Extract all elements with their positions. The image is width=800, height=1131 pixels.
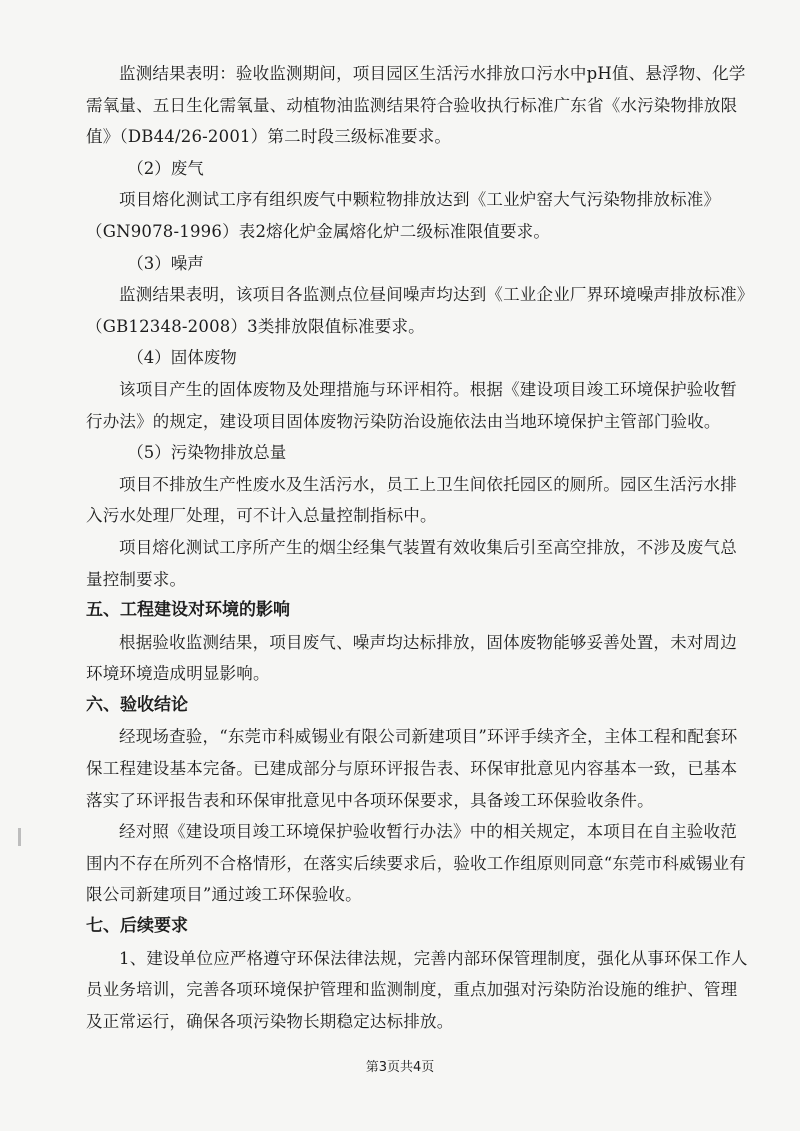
section-heading: 七、后续要求 xyxy=(86,916,188,937)
paragraph: 根据验收监测结果，项目废气、噪声均达标排放，固体废物能够妥善处置，未对周边环境环境造成明显影响。 xyxy=(86,632,737,684)
subsection-title: （4）固体废物 xyxy=(127,348,237,368)
paragraph: 经对照《建设项目竣工环境保护验收暂行办法》中的相关规定，本项目在自主验收范围内不存在所列不合格情形，在落实后续要求后，验收工作组原则同意“东莞市科威锡业有限公司新建项目”通过竣工环保验收。 xyxy=(86,822,746,905)
section-heading: 六、验收结论 xyxy=(86,694,188,715)
document-body xyxy=(86,58,750,1037)
subsection-title: （2）废气 xyxy=(127,158,204,178)
scan-mark xyxy=(18,828,21,846)
subsection-title: （3）噪声 xyxy=(127,253,204,273)
paragraph: 监测结果表明，该项目各监测点位昼间噪声均达到《工业企业厂界环境噪声排放标准》（GB12348-2008）3类排放限值标准要求。 xyxy=(86,285,746,336)
paragraph: 1、建设单位应严格遵守环保法律法规，完善内部环保管理制度，强化从事环保工作人员业务培训，完善各项环境保护管理和监测制度，重点加强对污染防治设施的维护、管理及正常运行，确保各项污染物长期稳定达标排放。 xyxy=(86,948,748,1031)
paragraph: 项目不排放生产性废水及生活污水，员工上卫生间依托园区的厕所。园区生活污水排入污水处理厂处理，可不计入总量控制指标中。 xyxy=(86,474,737,526)
section-heading: 五、工程建设对环境的影响 xyxy=(86,600,290,621)
paragraph: 该项目产生的固体废物及处理措施与环评相符。根据《建设项目竣工环境保护验收暂行办法》的规定，建设项目固体废物污染防治设施依法由当地环境保护主管部门验收。 xyxy=(86,379,737,431)
subsection-title: （5）污染物排放总量 xyxy=(127,443,287,463)
page-footer: 第3页共4页 xyxy=(365,1060,435,1075)
paragraph: 项目熔化测试工序有组织废气中颗粒物排放达到《工业炉窑大气污染物排放标准》（GN9078-1996）表2熔化炉金属熔化炉二级标准限值要求。 xyxy=(86,190,721,241)
paragraph: 监测结果表明：验收监测期间，项目园区生活污水排放口污水中pH值、悬浮物、化学需氧量、五日生化需氧量、动植物油监测结果符合验收执行标准广东省《水污染物排放限值》（DB44/26-2001）第二时段三级标准要求。 xyxy=(86,64,746,147)
paragraph: 项目熔化测试工序所产生的烟尘经集气装置有效收集后引至高空排放，不涉及废气总量控制要求。 xyxy=(86,537,737,589)
paragraph: 经现场查验，“东莞市科威锡业有限公司新建项目”环评手续齐全，主体工程和配套环保工程建设基本完备。已建成部分与原环评报告表、环保审批意见内容基本一致，已基本落实了环评报告表和环保审批意见中各项环保要求，具备竣工环保验收条件。 xyxy=(86,727,738,810)
